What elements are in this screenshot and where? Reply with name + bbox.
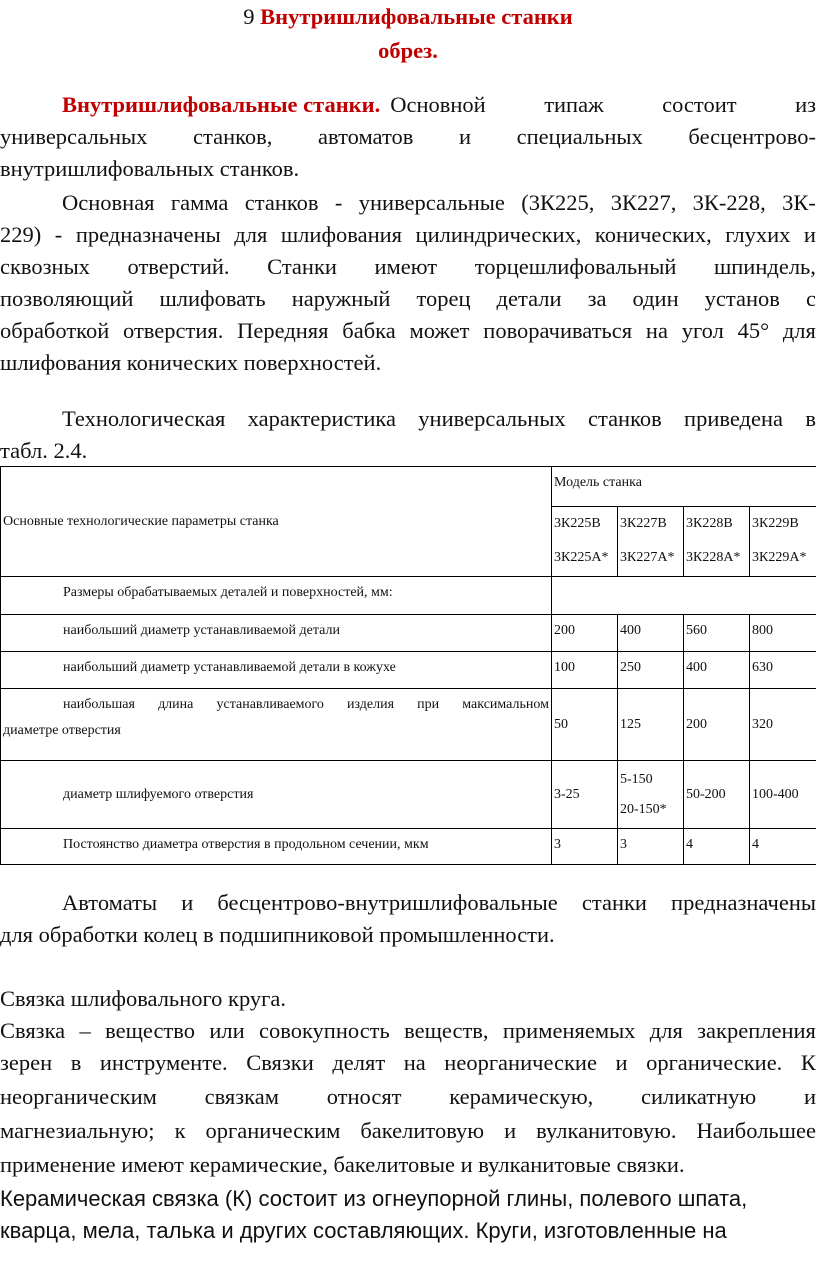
word: неорганические — [444, 1050, 597, 1075]
word: бесцентрово-внутришлифовальные — [217, 890, 558, 915]
word: и — [504, 1118, 517, 1143]
word: - — [334, 190, 343, 215]
word: Основной — [390, 92, 486, 117]
model-code: 3К227А* — [620, 550, 675, 565]
para1-line-2 — [0, 124, 816, 150]
word: гамма — [170, 190, 229, 215]
row-value: 560 — [684, 615, 750, 652]
word: 3К227, — [610, 190, 677, 215]
word: шлифования — [280, 222, 403, 247]
row-value: 4 — [684, 829, 750, 865]
para2-line-3 — [0, 254, 816, 280]
word: магнезиальную; — [0, 1118, 155, 1143]
word: и — [803, 222, 816, 247]
row-label: наибольший диаметр устанавливаемой детали — [1, 615, 552, 652]
word: сквозных — [0, 254, 90, 279]
word: в — [805, 406, 816, 431]
word: бесцентрово- — [688, 124, 816, 149]
word: бакелитовую — [360, 1118, 485, 1143]
word: – — [79, 1018, 91, 1043]
word: Передняя — [237, 318, 329, 343]
word: установ — [704, 286, 780, 311]
section2-title: Связка шлифовального круга. — [0, 986, 287, 1011]
model-code: 3К227В — [620, 516, 667, 531]
section2-line-3 — [0, 1084, 816, 1110]
row-value: 100-400 — [750, 761, 816, 829]
heading-line — [0, 4, 816, 30]
table-row — [1, 652, 816, 689]
table-row — [1, 615, 816, 652]
para2-line-2 — [0, 222, 816, 248]
model-code: 3К225А* — [554, 550, 609, 565]
word: Связка — [0, 1018, 66, 1043]
word: зерен — [0, 1050, 53, 1075]
row-value: 200 — [684, 689, 750, 761]
row-value: 3 — [552, 829, 618, 865]
word: и — [803, 1084, 816, 1109]
word: при — [417, 697, 440, 712]
row-value: 400 — [684, 652, 750, 689]
para2-line-6: шлифования конических поверхностей. — [0, 350, 382, 375]
row-value: 200 — [552, 615, 618, 652]
row-value: 320 — [750, 689, 816, 761]
word: на — [403, 1050, 426, 1075]
para3-line-2: табл. 2.4. — [0, 438, 88, 463]
word: Связки — [246, 1050, 314, 1075]
section2-line-6: Керамическая связка (К) состоит из огнеупорной глины, полевого шпата, — [0, 1186, 748, 1211]
word: угол — [681, 318, 724, 343]
model-code: 3К228А* — [686, 550, 741, 565]
model-header-cell — [552, 467, 816, 507]
word: применяемых — [502, 1018, 636, 1043]
model-cell — [684, 507, 750, 577]
row-value: 250 — [618, 652, 684, 689]
word: органическим — [205, 1118, 341, 1143]
model-cell — [618, 507, 684, 577]
word: станков — [587, 406, 662, 431]
word: вещество — [105, 1018, 195, 1043]
word: к — [174, 1118, 186, 1143]
word: цилиндрических, — [415, 222, 582, 247]
section-label: Размеры обрабатываемых деталей и поверхностей, мм: — [63, 585, 393, 600]
word: К — [800, 1050, 816, 1075]
row-value: 3-25 — [552, 761, 618, 829]
word: веществ, — [404, 1018, 489, 1043]
table-row — [1, 761, 816, 829]
word: для — [234, 222, 268, 247]
word: типаж — [544, 92, 604, 117]
para4-line-1 — [62, 890, 816, 916]
word: станки — [581, 890, 647, 915]
word: делят — [332, 1050, 386, 1075]
row-value-multi — [618, 761, 684, 829]
word: предназначены — [671, 890, 816, 915]
word: приведена — [684, 406, 784, 431]
word: 229) — [0, 222, 42, 247]
word: на — [645, 318, 668, 343]
word: закрепления — [697, 1018, 816, 1043]
word: универсальные — [358, 190, 505, 215]
para1-line-1-text — [390, 92, 816, 118]
word: наибольшая — [63, 697, 135, 712]
word: Станки — [267, 254, 337, 279]
heading-title: Внутришлифовальные станки — [260, 4, 573, 29]
word: устанавливаемого — [216, 697, 324, 712]
word: шпиндель, — [713, 254, 816, 279]
table-row — [1, 829, 816, 865]
word: обработкой — [0, 318, 110, 343]
word: неорганическим — [0, 1084, 157, 1109]
row-value: 100 — [552, 652, 618, 689]
row-value: 50 — [552, 689, 618, 761]
word: универсальных — [0, 124, 148, 149]
word: связкам — [204, 1084, 279, 1109]
table-header-row — [1, 467, 816, 507]
heading-subtitle: обрез. — [378, 38, 438, 63]
word: шлифовать — [159, 286, 266, 311]
word: отверстий. — [127, 254, 230, 279]
row-value-alt: 20-150* — [620, 801, 667, 817]
word: вулканитовую. — [536, 1118, 677, 1143]
word: 3К- — [782, 190, 816, 215]
word: поворачиваться — [483, 318, 633, 343]
para3-line-1 — [62, 406, 816, 432]
row-value: 125 — [618, 689, 684, 761]
model-code: 3К228В — [686, 516, 733, 531]
word: из — [795, 92, 816, 117]
section2-line-4 — [0, 1118, 816, 1144]
word: универсальных — [418, 406, 566, 431]
row-label: диаметр шлифуемого отверстия — [1, 761, 552, 829]
row-label-line-1 — [3, 697, 549, 713]
para2-line-4 — [0, 286, 816, 312]
word: станков, — [193, 124, 273, 149]
para1-lead: Внутришлифовальные станки. — [62, 92, 381, 117]
word: может — [409, 318, 470, 343]
word: с — [805, 286, 816, 311]
row-value: 3 — [618, 829, 684, 865]
word: инструменте. — [99, 1050, 228, 1075]
word: 3К-228, — [692, 190, 766, 215]
word: за — [587, 286, 607, 311]
section2-line-1 — [0, 1018, 816, 1044]
word: состоит — [662, 92, 737, 117]
word: максимальном — [462, 697, 549, 712]
model-header: Модель станка — [554, 475, 642, 490]
table-row — [1, 577, 816, 615]
row-label: Постоянство диаметра отверстия в продольном сечении, мкм — [1, 829, 552, 865]
word: Технологическая — [62, 406, 226, 431]
word: Наибольшее — [696, 1118, 816, 1143]
table-row — [1, 689, 816, 761]
heading-number: 9 — [243, 4, 255, 29]
word: для — [649, 1018, 683, 1043]
row-value: 5-150 — [620, 771, 653, 787]
row-value: 800 — [750, 615, 816, 652]
model-cell — [750, 507, 816, 577]
word: детали — [496, 286, 562, 311]
word: предназначены — [75, 222, 221, 247]
para4-line-2: для обработки колец в подшипниковой промышленности. — [0, 922, 555, 947]
empty-cell — [552, 577, 816, 615]
word: силикатную — [640, 1084, 757, 1109]
word: длина — [158, 697, 194, 712]
section2-line-2 — [0, 1050, 816, 1076]
section2-line-7: кварца, мела, талька и других составляющих. Круги, изготовленные на — [0, 1218, 727, 1243]
word: торец — [416, 286, 471, 311]
word: и — [458, 124, 472, 149]
word: относят — [326, 1084, 402, 1109]
word: 45° — [737, 318, 770, 343]
param-header-cell — [1, 467, 552, 577]
model-cell — [552, 507, 618, 577]
word: характеристика — [247, 406, 396, 431]
word: отверстия. — [123, 318, 224, 343]
row-label: наибольший диаметр устанавливаемой детали в кожухе — [1, 652, 552, 689]
word: автоматов — [318, 124, 414, 149]
word: керамическую, — [449, 1084, 594, 1109]
row-value: 630 — [750, 652, 816, 689]
row-value: 400 — [618, 615, 684, 652]
word: глухих — [725, 222, 791, 247]
characteristics-table — [0, 466, 816, 865]
model-code: 3К225В — [554, 516, 601, 531]
word: (3К225, — [521, 190, 595, 215]
row-label-line-2: диаметре отверстия — [3, 723, 121, 738]
word: совокупность — [258, 1018, 390, 1043]
word: наружный — [291, 286, 391, 311]
para2-line-1 — [62, 190, 816, 216]
word: специальных — [516, 124, 643, 149]
word: в — [70, 1050, 82, 1075]
para1-line-3: внутришлифовальных станков. — [0, 156, 300, 181]
section2-line-5: применение имеют керамические, бакелитовые и вулканитовые связки. — [0, 1152, 685, 1177]
word: или — [209, 1018, 245, 1043]
row-value: 4 — [750, 829, 816, 865]
word: торцешлифовальный — [474, 254, 677, 279]
para1-line-1 — [0, 92, 816, 118]
word: бабка — [342, 318, 396, 343]
word: станков — [244, 190, 319, 215]
model-code: 3К229А* — [752, 550, 807, 565]
word: Основная — [62, 190, 155, 215]
model-code: 3К229В — [752, 516, 799, 531]
row-value: 50-200 — [684, 761, 750, 829]
word: конических, — [594, 222, 712, 247]
word: изделия — [347, 697, 395, 712]
word: для — [782, 318, 816, 343]
param-header: Основные технологические параметры станка — [3, 513, 279, 529]
word: один — [632, 286, 679, 311]
word: позволяющий — [0, 286, 134, 311]
word: и — [615, 1050, 628, 1075]
row-label — [1, 689, 552, 761]
para2-line-5 — [0, 318, 816, 344]
word: - — [54, 222, 63, 247]
word: органические. — [646, 1050, 783, 1075]
word: Автоматы — [62, 890, 158, 915]
word: имеют — [374, 254, 438, 279]
word: и — [181, 890, 194, 915]
section-label-cell — [1, 577, 552, 615]
